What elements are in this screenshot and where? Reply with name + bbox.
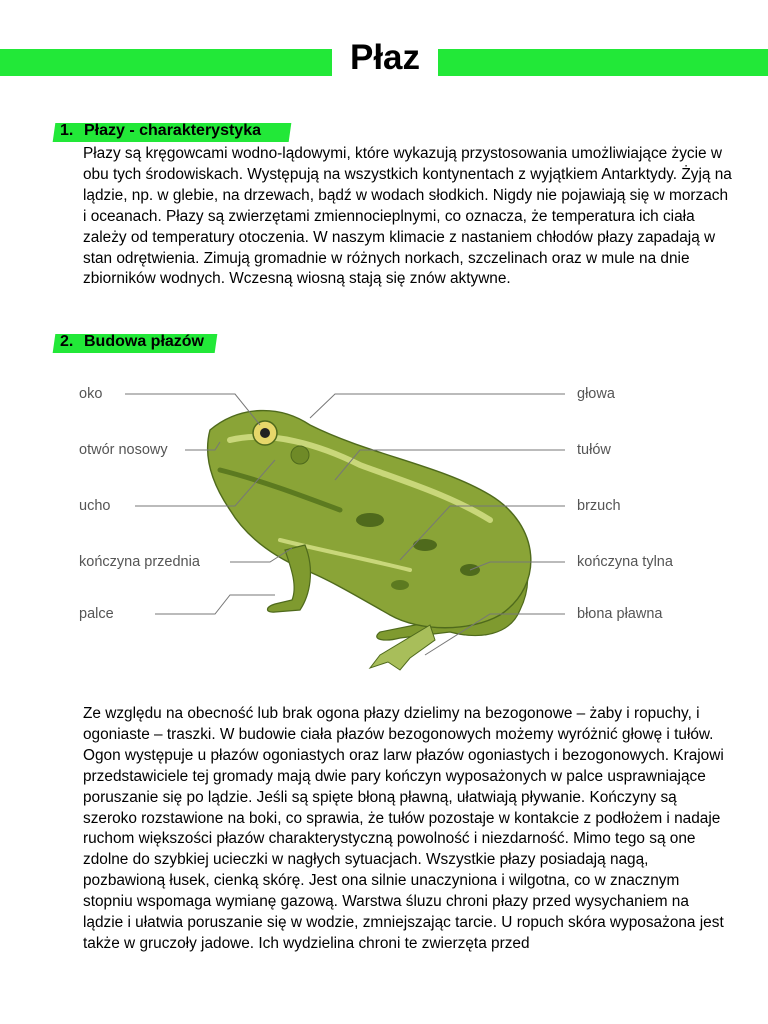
frog-diagram [70,370,710,680]
label-konczyna-tylna: kończyna tylna [577,554,673,570]
label-ucho: ucho [79,498,111,514]
label-glowa: głowa [577,386,615,402]
label-konczyna-przednia: kończyna przednia [79,554,200,570]
section-2-heading [60,332,204,352]
section-1-title: Płazy - charakterystyka [84,122,261,139]
section-1-heading [60,121,261,141]
section-2-title: Budowa płazów [84,333,204,350]
label-tulow: tułów [577,442,611,458]
label-brzuch: brzuch [577,498,621,514]
title-highlight-left [0,49,332,76]
section-2-paragraph: Ze względu na obecność lub brak ogona płazy dzielimy na bezogonowe – żaby i ropuchy, i ogoniaste – traszki. W budowie ciała płazów bezogonowych możemy wyróżnić głowę i tułów. Ogon występuje u płazów ogoniastych oraz larw płazów ogoniastych i bezogonowych. Krajowi przedstawiciele tej gromady mają dwie pary kończyn wyposażonych w palce usprawniające poruszanie się po lądzie. Jeśli są spięte błoną pławną, ułatwiają pływanie. Kończyny są szeroko rozstawione na boki, co sprawia, że tułów pozostaje w kontakcie z podłożem i nadaje ruchom większości płazów charakterystyczną powolność i niezdarność. Mimo tego są one zdolne do szybkiej ucieczki w nagłych sytuacjach. Wszystkie płazy posiadają nagą, pozbawioną łusek, cienką skórę. Jest ona silnie unaczyniona i wilgotna, co w znacznym stopniu wspomaga wymianę gazową. Warstwa śluzu chroni płazy przed wysychaniem na lądzie i ułatwia poruszanie się w wodzie, zmniejszając tarcie. U ropuch skóra wyposażona jest także w gruczoły jadowe. Ich wydzielina chroni te zwierzęta przed [83,705,724,952]
diagram-labels-right [577,386,674,622]
label-otwor-nosowy: otwór nosowy [79,442,168,458]
diagram-labels-left [79,386,201,622]
section-2-number: 2. [60,333,74,350]
label-blona-plawna: błona pławna [577,606,663,622]
section-1-paragraph: Płazy są kręgowcami wodno-lądowymi, które wykazują przystosowania umożliwiające życie w obu tych środowiskach. Występują na wszystkich kontynentach z wyjątkiem Antarktydy. Żyją na lądzie, np. w glebie, na drzewach, bądź w wodach słodkich. Nigdy nie pojawiają się w morzach i oceanach. Płazy są zwierzętami zmiennocieplnymi, co oznacza, że temperatura ich ciała zależy od temperatury otoczenia. W naszym klimacie z nastaniem chłodów płazy zapadają w stan odrętwienia. Zimują gromadnie w różnych norkach, szczelinach oraz w mule na dnie zbiorników wodnych. Wczesną wiosną stają się znów aktywne. [83,145,732,288]
page-title: Płaz [349,38,421,77]
title-highlight-right [438,49,768,76]
label-oko: oko [79,386,103,402]
section-1-number: 1. [60,122,74,139]
frog-illustration [208,411,531,670]
label-palce: palce [79,606,114,622]
